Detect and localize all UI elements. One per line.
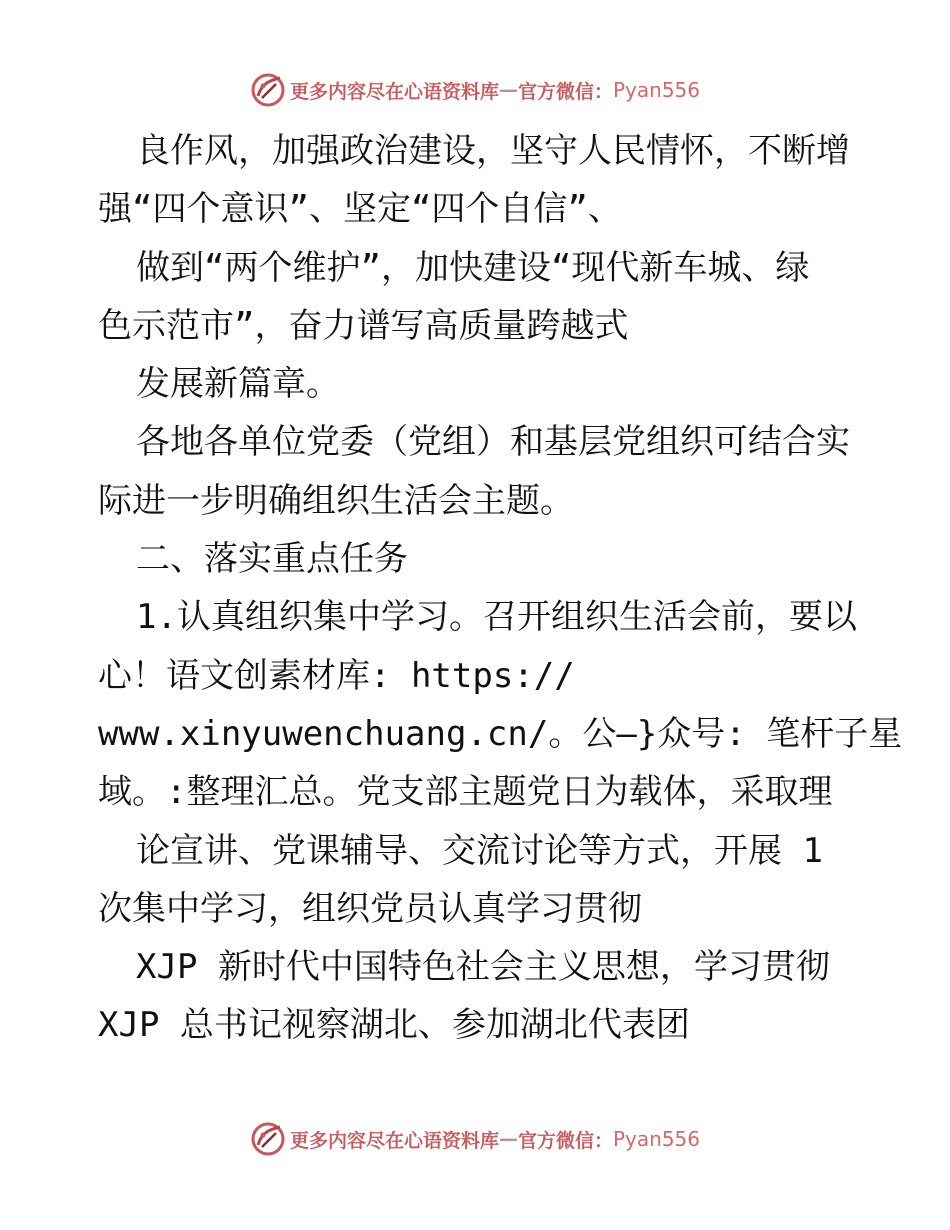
body-line: XJP 新时代中国特色社会主义思想，学习贯彻	[136, 947, 830, 988]
body-line: 心！语文创素材库: https://	[98, 655, 575, 696]
body-line: www.xinyuwenchuang.cn/。公—}众号: 笔杆子星	[98, 713, 903, 754]
watermark-title: 更多内容尽在心语资料库	[289, 80, 499, 103]
watermark-wechat-label: 官方微信：	[517, 80, 613, 103]
watermark-separator: —	[498, 79, 518, 101]
body-line: 二、落实重点任务	[136, 539, 408, 580]
watermark-wechat-id: Pyan556	[613, 1127, 701, 1151]
body-line: 次集中学习，组织党员认真学习贯彻	[98, 888, 642, 929]
body-line: 1.认真组织集中学习。召开组织生活会前，要以	[136, 597, 857, 638]
header-watermark	[0, 70, 950, 110]
document-body	[98, 122, 903, 1055]
footer-watermark	[0, 1119, 950, 1159]
body-line: 际进一步明确组织生活会主题。	[98, 480, 574, 521]
body-line: 各地各单位党委（党组）和基层党组织可结合实	[136, 422, 850, 463]
body-line: 论宣讲、党课辅导、交流讨论等方式，开展 1	[136, 830, 823, 871]
watermark-separator: —	[498, 1128, 518, 1150]
body-line: 强“四个意识”、坚定“四个自信”、	[98, 189, 622, 230]
body-line: 色示范市”，奋力谱写高质量跨越式	[98, 305, 629, 346]
watermark-title: 更多内容尽在心语资料库	[289, 1129, 499, 1152]
brand-logo-icon	[250, 72, 286, 108]
body-line: 发展新篇章。	[136, 364, 340, 405]
watermark-wechat-id: Pyan556	[613, 78, 701, 102]
brand-logo-icon	[250, 1121, 286, 1157]
body-line: 良作风，加强政治建设，坚守人民情怀，不断增	[136, 131, 850, 171]
body-line: 域。:整理汇总。党支部主题党日为载体，采取理	[98, 772, 833, 813]
watermark-wechat-label: 官方微信：	[517, 1129, 613, 1152]
body-line: XJP 总书记视察湖北、参加湖北代表团	[98, 1005, 690, 1046]
body-line: 做到“两个维护”，加快建设“现代新车城、绿	[136, 247, 810, 288]
